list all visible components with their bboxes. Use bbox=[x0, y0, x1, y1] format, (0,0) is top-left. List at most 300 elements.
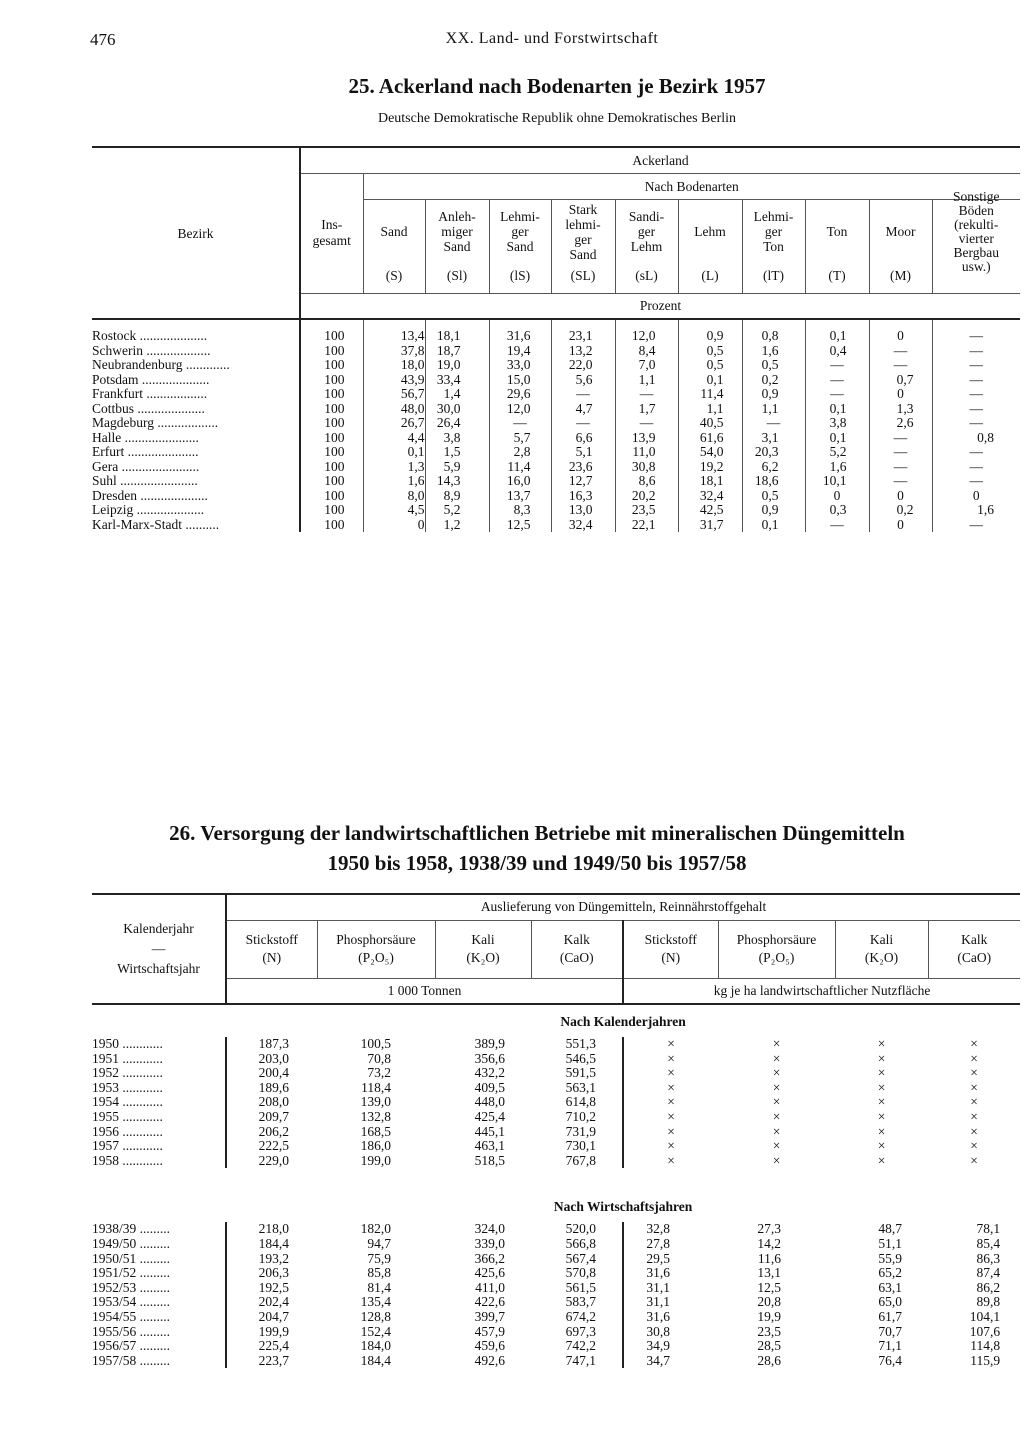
table-cell: 218,0 bbox=[226, 1222, 317, 1237]
col-header-label bbox=[806, 202, 869, 262]
stub-header bbox=[92, 894, 226, 1004]
col-header-line: ger bbox=[574, 231, 592, 247]
table-cell: × bbox=[877, 1036, 886, 1051]
table-cell: 100,5 bbox=[360, 1036, 391, 1051]
col-header-abbr: (lT) bbox=[763, 267, 784, 283]
table-cell: × bbox=[772, 1036, 781, 1051]
section-heading: Nach Wirtschaftsjahren bbox=[553, 1199, 693, 1215]
table-cell: — bbox=[869, 344, 932, 359]
table-cell: 30,8 bbox=[615, 460, 678, 475]
col-header-6 bbox=[718, 920, 835, 978]
table-cell: 567,4 bbox=[565, 1250, 596, 1266]
table-cell: 5,9 bbox=[425, 460, 489, 475]
table-cell: 118,4 bbox=[361, 1079, 391, 1095]
col-header-formula: (CaO) bbox=[559, 950, 594, 965]
table-cell: 15,0 bbox=[489, 373, 551, 388]
table-row bbox=[92, 1066, 1020, 1081]
col-header-1 bbox=[226, 920, 317, 978]
table-cell: 8,9 bbox=[425, 489, 489, 504]
table-cell: — bbox=[615, 387, 678, 402]
table-cell: 13,1 bbox=[757, 1265, 781, 1281]
table-cell: 30,0 bbox=[425, 402, 489, 417]
col-header-formula: (N) bbox=[661, 950, 681, 965]
table-cell: 591,5 bbox=[565, 1065, 596, 1081]
table-row bbox=[92, 1325, 1020, 1340]
table-cell: × bbox=[877, 1152, 886, 1168]
table-cell: 3,8 bbox=[425, 431, 489, 446]
table-cell: 31,6 bbox=[623, 1266, 718, 1281]
stub-kalenderjahr: Kalenderjahr bbox=[123, 921, 194, 936]
table-cell: 18,7 bbox=[425, 344, 489, 359]
table-cell: 32,4 bbox=[551, 518, 615, 533]
table-cell: × bbox=[877, 1094, 886, 1110]
col-header-bezirk: Bezirk bbox=[92, 147, 300, 319]
col-header-bodenart-6 bbox=[678, 199, 742, 293]
col-header-line: Sand bbox=[569, 246, 597, 262]
table-cell: 184,4 bbox=[226, 1237, 317, 1252]
table-cell: 1,5 bbox=[425, 445, 489, 460]
table-cell: 1,3 bbox=[363, 460, 425, 475]
table-cell: 1,6 bbox=[932, 503, 1020, 518]
table-cell: 5,2 bbox=[805, 445, 869, 460]
table-cell: 135,4 bbox=[360, 1294, 391, 1310]
table-cell: 14,3 bbox=[425, 474, 489, 489]
col-header-abbr: (SL) bbox=[570, 267, 596, 283]
table-cell: 19,0 bbox=[425, 358, 489, 373]
table-cell: × bbox=[970, 1050, 978, 1066]
running-head: XX. Land- und Forstwirtschaft bbox=[445, 30, 659, 47]
table-cell: — bbox=[932, 402, 1020, 417]
table-cell: 0 bbox=[805, 489, 869, 504]
table-cell: 199,9 bbox=[226, 1325, 317, 1340]
table-cell: 26,7 bbox=[363, 416, 425, 431]
row-label: Schwerin ................... bbox=[92, 343, 211, 358]
table-cell: 20,2 bbox=[615, 489, 678, 504]
table-cell: 0,2 bbox=[742, 373, 805, 388]
row-label: 1952 ............ bbox=[92, 1066, 163, 1081]
spacer-cell bbox=[317, 1168, 435, 1190]
table-cell: 34,7 bbox=[623, 1354, 718, 1369]
col-header-line: (rekulti- bbox=[954, 216, 999, 232]
col-header-line: miger bbox=[441, 224, 473, 239]
col-header-7 bbox=[835, 920, 928, 978]
table-cell: 16,0 bbox=[489, 474, 551, 489]
col-header-label bbox=[933, 188, 1021, 274]
table-cell: 200,4 bbox=[226, 1066, 317, 1081]
table-cell: 366,2 bbox=[474, 1250, 505, 1266]
table-cell: 29,6 bbox=[489, 387, 551, 402]
table-cell: 37,8 bbox=[363, 344, 425, 359]
table-cell: — bbox=[932, 358, 1020, 373]
col-header-name: Phosphorsäure bbox=[336, 932, 416, 947]
table-cell: 152,4 bbox=[360, 1323, 391, 1339]
col-header-name: Kalk bbox=[961, 932, 988, 947]
col-header-5 bbox=[623, 920, 718, 978]
table-cell: 1,1 bbox=[615, 373, 678, 388]
table-cell: 8,0 bbox=[363, 489, 425, 504]
table-cell: × bbox=[970, 1123, 978, 1139]
table-cell: 1,1 bbox=[678, 402, 742, 417]
table-cell: — bbox=[805, 387, 869, 402]
spacer-row bbox=[92, 1168, 1020, 1190]
table-cell: 86,2 bbox=[976, 1279, 1001, 1295]
col-header-abbr: (T) bbox=[828, 267, 846, 283]
table-cell: 73,2 bbox=[367, 1065, 391, 1081]
table-cell: 22,1 bbox=[615, 518, 678, 533]
table-cell: × bbox=[772, 1108, 781, 1124]
table-cell: × bbox=[772, 1123, 781, 1139]
table-row bbox=[92, 1237, 1020, 1252]
col-header-name: Phosphorsäure bbox=[736, 932, 817, 947]
table-cell: 0,5 bbox=[678, 344, 742, 359]
table-cell: 107,6 bbox=[969, 1323, 1001, 1339]
table-cell: 100 bbox=[300, 460, 363, 475]
table-cell: 0 bbox=[869, 518, 932, 533]
table-cell: 100 bbox=[300, 373, 363, 388]
table-cell: 5,2 bbox=[425, 503, 489, 518]
table-cell: × bbox=[772, 1050, 781, 1066]
table-cell: 187,3 bbox=[226, 1037, 317, 1052]
table-cell: 8,6 bbox=[615, 474, 678, 489]
col-header-4 bbox=[531, 920, 623, 978]
table-cell: 356,6 bbox=[474, 1050, 505, 1066]
table-cell: 18,6 bbox=[742, 474, 805, 489]
table-cell: 0,1 bbox=[805, 402, 869, 417]
table-cell: 13,9 bbox=[615, 431, 678, 446]
table-cell: 432,2 bbox=[474, 1065, 505, 1081]
table-cell: 1,1 bbox=[742, 402, 805, 417]
col-header-label bbox=[679, 202, 742, 262]
table-cell: — bbox=[932, 416, 1020, 431]
row-label: Erfurt ..................... bbox=[92, 445, 199, 459]
table-cell: 5,1 bbox=[551, 445, 615, 460]
unit-prozent: Prozent bbox=[300, 293, 1020, 319]
table-cell: 0,1 bbox=[742, 518, 805, 533]
table-row bbox=[92, 1354, 1020, 1369]
col-header-line: ger bbox=[637, 224, 656, 239]
table-cell: 23,6 bbox=[551, 460, 615, 475]
spacer-cell bbox=[226, 1168, 317, 1190]
table-cell: 0,8 bbox=[742, 329, 805, 344]
table-cell: — bbox=[932, 373, 1020, 388]
table-cell: 1,2 bbox=[425, 518, 489, 533]
col-header-abbr: (L) bbox=[701, 267, 719, 283]
table-cell: × bbox=[623, 1110, 718, 1125]
col-header-2 bbox=[317, 920, 435, 978]
table-cell: 192,5 bbox=[226, 1281, 317, 1296]
table-cell: 1,3 bbox=[869, 402, 932, 417]
row-label: 1954 ............ bbox=[92, 1095, 163, 1110]
table-cell: 411,0 bbox=[475, 1279, 505, 1295]
table-cell: 33,4 bbox=[425, 373, 489, 388]
spacer-cell bbox=[623, 1168, 718, 1190]
table-cell: 100 bbox=[300, 431, 363, 446]
table-cell: 0,7 bbox=[869, 373, 932, 388]
table-cell: × bbox=[970, 1138, 978, 1154]
table-cell: 18,1 bbox=[678, 474, 742, 489]
table-cell: 425,4 bbox=[474, 1108, 505, 1124]
col-header-line: ger bbox=[511, 224, 529, 239]
table-cell: 448,0 bbox=[474, 1094, 505, 1110]
spacer-cell bbox=[835, 1168, 928, 1190]
col-header-formula: (P₂O₅) bbox=[358, 950, 394, 965]
col-header-name: Kali bbox=[471, 932, 495, 947]
table-row bbox=[92, 1339, 1020, 1354]
table-cell: 100 bbox=[300, 358, 363, 373]
unit-kg-je-ha: kg je ha landwirtschaftlicher Nutzfläche bbox=[623, 978, 1020, 1004]
row-label: Dresden .................... bbox=[92, 488, 208, 503]
table-cell: 0 bbox=[869, 329, 932, 344]
table26-title-line2: 1950 bis 1958, 1938/39 und 1949/50 bis 1957/58 bbox=[327, 851, 747, 875]
table-cell: 12,5 bbox=[757, 1279, 781, 1295]
table-cell: — bbox=[805, 373, 869, 388]
row-label: 1956/57 ......... bbox=[92, 1339, 171, 1354]
table-cell: 70,7 bbox=[878, 1323, 902, 1339]
row-label: Karl-Marx-Stadt .......... bbox=[92, 517, 220, 532]
table-cell: 409,5 bbox=[474, 1079, 505, 1095]
table-cell: 63,1 bbox=[878, 1279, 902, 1295]
col-header-insgesamt: Ins- gesamt bbox=[300, 173, 363, 293]
table-row bbox=[92, 402, 1020, 417]
table-cell: 12,0 bbox=[615, 329, 678, 344]
table-cell: 6,6 bbox=[551, 431, 615, 446]
table-row bbox=[92, 518, 1020, 533]
table-cell: 6,2 bbox=[742, 460, 805, 475]
unit-1000-tonnen: 1 000 Tonnen bbox=[226, 978, 623, 1004]
table-cell: 225,4 bbox=[226, 1339, 317, 1354]
table-cell: 1,6 bbox=[742, 344, 805, 359]
spacer-row bbox=[92, 319, 1020, 329]
col-header-label bbox=[552, 202, 615, 262]
span-header-auslieferung: Auslieferung von Düngemitteln, Reinnährstoffgehalt bbox=[226, 894, 1020, 920]
table-cell: 463,1 bbox=[474, 1138, 505, 1154]
table-cell: 11,0 bbox=[615, 445, 678, 460]
table-cell: × bbox=[772, 1138, 781, 1154]
section-nach-wirtschaftsjahren bbox=[92, 1190, 1020, 1222]
table-cell: 71,1 bbox=[878, 1338, 902, 1354]
table-cell: 81,4 bbox=[367, 1279, 391, 1295]
table-cell: × bbox=[877, 1079, 886, 1095]
table-cell: 566,8 bbox=[565, 1235, 596, 1251]
table-cell: 100 bbox=[300, 387, 363, 402]
table-cell: 570,8 bbox=[565, 1265, 596, 1281]
col-header-bodenart-3 bbox=[489, 199, 551, 293]
table-cell: 11,4 bbox=[678, 387, 742, 402]
table-cell: 0,5 bbox=[742, 489, 805, 504]
col-header-formula: (K₂O) bbox=[864, 950, 899, 965]
table-row bbox=[92, 1052, 1020, 1067]
table-cell: 563,1 bbox=[565, 1079, 596, 1095]
table-cell: 520,0 bbox=[565, 1221, 596, 1237]
table-cell: 747,1 bbox=[565, 1352, 596, 1368]
table-cell: — bbox=[932, 445, 1020, 460]
table-row bbox=[92, 1281, 1020, 1296]
table-cell: × bbox=[623, 1139, 718, 1154]
table-cell: × bbox=[623, 1095, 718, 1110]
table-cell: 193,2 bbox=[226, 1252, 317, 1267]
table-cell: × bbox=[877, 1123, 886, 1139]
col-header-line: Sonstige bbox=[952, 188, 1000, 204]
table25 bbox=[92, 146, 1020, 532]
table-cell: 16,3 bbox=[551, 489, 615, 504]
row-label: 1958 ............ bbox=[92, 1153, 163, 1168]
table-cell: 222,5 bbox=[226, 1139, 317, 1154]
table-cell: 100 bbox=[300, 402, 363, 417]
table-row bbox=[92, 1222, 1020, 1237]
table-cell: 31,7 bbox=[678, 518, 742, 533]
col-header-formula: (K₂O) bbox=[466, 950, 500, 965]
table-cell: 100 bbox=[300, 344, 363, 359]
table-cell: × bbox=[970, 1065, 978, 1081]
table-cell: 0,5 bbox=[742, 358, 805, 373]
table-cell: × bbox=[623, 1125, 718, 1140]
table-cell: 583,7 bbox=[565, 1294, 596, 1310]
table-cell: 30,8 bbox=[623, 1325, 718, 1340]
table-cell: 731,9 bbox=[565, 1123, 596, 1139]
table-cell: — bbox=[932, 474, 1020, 489]
table-cell: 139,0 bbox=[360, 1094, 391, 1110]
col-header-line: Ton bbox=[763, 239, 784, 254]
table-cell: 399,7 bbox=[474, 1308, 505, 1324]
row-label: Halle ...................... bbox=[92, 430, 199, 445]
row-label: 1950/51 ......... bbox=[92, 1251, 171, 1266]
table-cell: — bbox=[869, 445, 932, 460]
row-label: Rostock .................... bbox=[92, 329, 208, 343]
table25-title: 25. Ackerland nach Bodenarten je Bezirk 1957 bbox=[348, 74, 766, 98]
table-cell: — bbox=[869, 474, 932, 489]
table-cell: 12,0 bbox=[489, 402, 551, 417]
col-header-label bbox=[426, 202, 489, 262]
col-header-name: Kalk bbox=[563, 932, 590, 947]
table-cell: 89,8 bbox=[976, 1294, 1001, 1310]
table-cell: × bbox=[970, 1152, 978, 1168]
table-cell: 184,4 bbox=[360, 1352, 391, 1368]
table-cell: 100 bbox=[300, 489, 363, 504]
col-header-line: Anleh- bbox=[438, 209, 476, 224]
col-header-8 bbox=[928, 920, 1020, 978]
table-cell: 3,8 bbox=[805, 416, 869, 431]
table-cell: 0,8 bbox=[932, 431, 1020, 446]
table-row bbox=[92, 460, 1020, 475]
table-cell: 742,2 bbox=[565, 1338, 596, 1354]
table-cell: — bbox=[551, 387, 615, 402]
table-cell: 14,2 bbox=[757, 1235, 781, 1251]
row-label: 1953/54 ......... bbox=[92, 1295, 171, 1310]
row-label: Frankfurt .................. bbox=[92, 387, 208, 401]
table-cell: 23,1 bbox=[551, 329, 615, 344]
table-cell: 204,7 bbox=[226, 1310, 317, 1325]
table-cell: 28,5 bbox=[757, 1338, 781, 1354]
table-row bbox=[92, 1310, 1020, 1325]
table-cell: 206,2 bbox=[226, 1125, 317, 1140]
table-cell: 324,0 bbox=[474, 1221, 505, 1237]
table-cell: 31,6 bbox=[623, 1310, 718, 1325]
table-cell: × bbox=[623, 1052, 718, 1067]
table-cell: 23,5 bbox=[615, 503, 678, 518]
row-label: 1954/55 ......... bbox=[92, 1309, 171, 1324]
table-cell: 389,9 bbox=[474, 1036, 505, 1051]
col-header-line: Moor bbox=[885, 224, 916, 239]
table-row bbox=[92, 445, 1020, 460]
row-label: Leipzig .................... bbox=[92, 503, 205, 517]
col-header-name: Stickstoff bbox=[644, 932, 697, 947]
table-cell: — bbox=[932, 387, 1020, 402]
table-cell: 11,6 bbox=[757, 1250, 781, 1266]
table-cell: 31,1 bbox=[623, 1295, 718, 1310]
table-cell: 1,7 bbox=[615, 402, 678, 417]
row-label: 1955 ............ bbox=[92, 1109, 163, 1124]
table-cell: 229,0 bbox=[226, 1154, 317, 1169]
col-header-line: Sand bbox=[443, 239, 471, 254]
table-cell: 0,1 bbox=[805, 431, 869, 446]
table-row bbox=[92, 431, 1020, 446]
table-cell: 94,7 bbox=[367, 1235, 391, 1251]
table-row bbox=[92, 344, 1020, 359]
table-cell: 18,0 bbox=[363, 358, 425, 373]
table-cell: 1,4 bbox=[425, 387, 489, 402]
table-row bbox=[92, 1252, 1020, 1267]
table-cell: — bbox=[805, 518, 869, 533]
table-cell: 48,0 bbox=[363, 402, 425, 417]
table-cell: 518,5 bbox=[474, 1152, 505, 1168]
col-header-bodenart-10 bbox=[932, 188, 1020, 293]
table-cell: 202,4 bbox=[226, 1295, 317, 1310]
table-cell: — bbox=[869, 358, 932, 373]
table-cell: × bbox=[772, 1079, 781, 1095]
table-cell: — bbox=[932, 344, 1020, 359]
table-cell: 20,3 bbox=[742, 445, 805, 460]
col-header-label bbox=[870, 202, 932, 262]
table-cell: 182,0 bbox=[360, 1221, 391, 1237]
table-cell: 65,0 bbox=[878, 1294, 902, 1310]
col-header-bodenart-5 bbox=[615, 199, 678, 293]
table-cell: 0 bbox=[869, 489, 932, 504]
table-cell: 457,9 bbox=[474, 1323, 505, 1339]
table-row bbox=[92, 358, 1020, 373]
table-cell: 4,4 bbox=[363, 431, 425, 446]
col-header-abbr: (lS) bbox=[509, 267, 531, 283]
col-header-label bbox=[364, 202, 425, 262]
table-cell: 56,7 bbox=[363, 387, 425, 402]
table-cell: 2,8 bbox=[489, 445, 551, 460]
table-cell: 19,2 bbox=[678, 460, 742, 475]
page-number: 476 bbox=[90, 30, 116, 49]
spacer-cell bbox=[92, 319, 300, 329]
table-cell: — bbox=[869, 460, 932, 475]
col-header-name: Kali bbox=[869, 932, 894, 947]
table-cell: 7,0 bbox=[615, 358, 678, 373]
table-cell: × bbox=[970, 1079, 978, 1095]
table-cell: 492,6 bbox=[474, 1352, 505, 1368]
table-row bbox=[92, 329, 1020, 344]
table-cell: 128,8 bbox=[360, 1308, 391, 1324]
table-cell: × bbox=[772, 1152, 781, 1168]
row-label: 1951 ............ bbox=[92, 1051, 163, 1066]
table-cell: 199,0 bbox=[360, 1152, 391, 1168]
table-row bbox=[92, 1125, 1020, 1140]
row-label: 1957/58 ......... bbox=[92, 1353, 171, 1368]
table-cell: 32,4 bbox=[678, 489, 742, 504]
spacer-cell bbox=[718, 1168, 835, 1190]
table-cell: 104,1 bbox=[969, 1308, 1001, 1324]
table-cell: 0,5 bbox=[678, 358, 742, 373]
col-header-bodenart-2 bbox=[425, 199, 489, 293]
table-row bbox=[92, 1037, 1020, 1052]
table-row bbox=[92, 416, 1020, 431]
table-cell: 0,1 bbox=[363, 445, 425, 460]
table-cell: 0,4 bbox=[805, 344, 869, 359]
table-cell: 55,9 bbox=[878, 1250, 902, 1266]
